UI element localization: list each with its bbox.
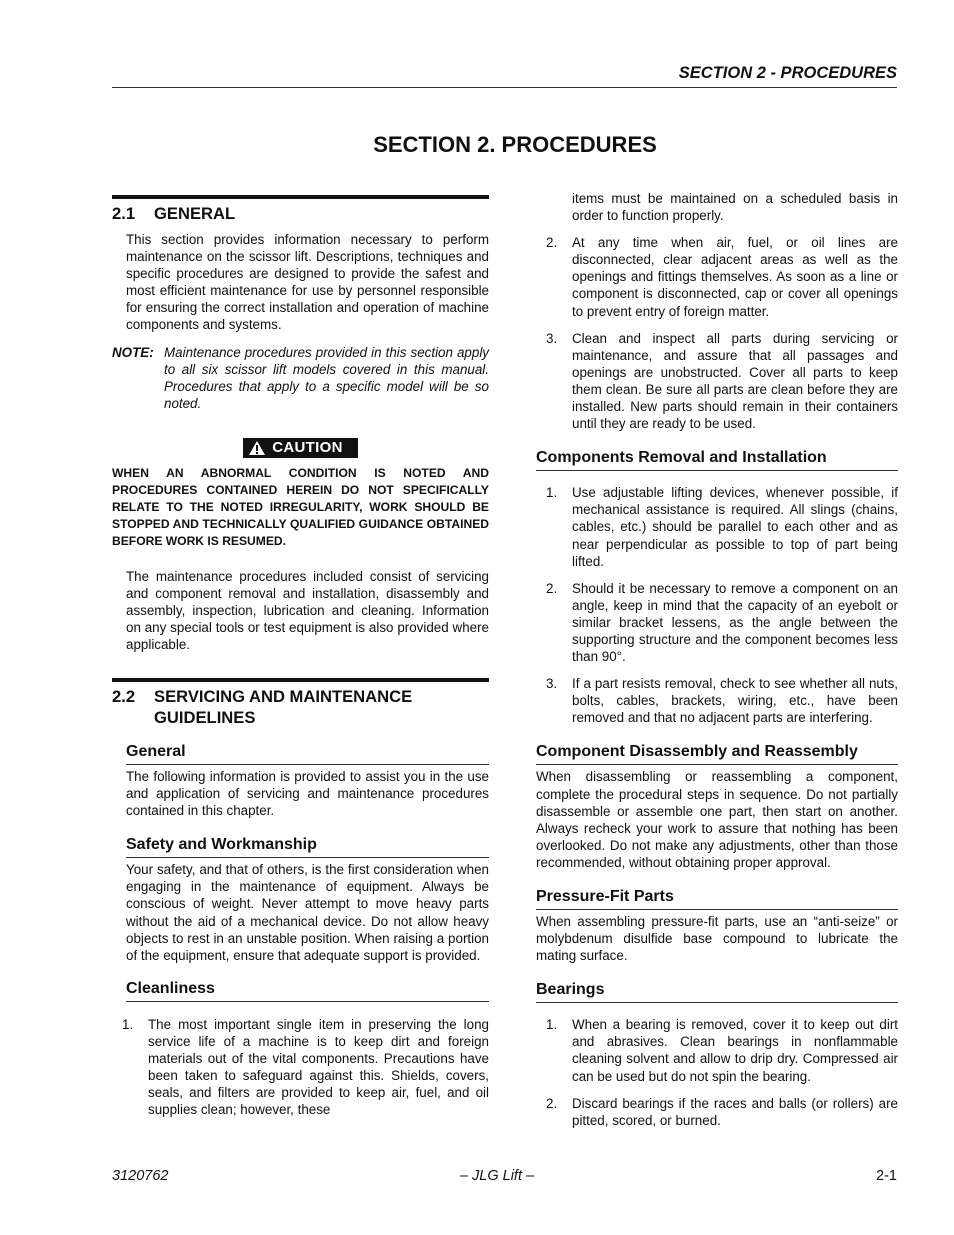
footer-publisher: – JLG Lift – — [459, 1168, 535, 1184]
disassembly-text: When disassembling or reassembling a component, complete the procedural steps in sequence. Do not partially disassemble or assemble one part, then start on another. Always recheck your work to assure that nothing has been overlooked. Do not make any adjustments, other than those recommended, without obtaining proper approval. — [536, 769, 898, 870]
list-item — [536, 1016, 898, 1084]
item-number: 2. — [546, 580, 558, 596]
section-number: 2.2 — [112, 687, 136, 706]
subsection-heading: Components Removal and Installation — [536, 448, 898, 471]
caution-badge — [243, 438, 357, 458]
header-rule — [112, 87, 897, 88]
pressure-text: When assembling pressure-fit parts, use an “anti-seize” or molybdenum disulfide base compound to lubricate the mating surface. — [536, 914, 898, 964]
warning-icon — [248, 440, 266, 456]
item-text: Should it be necessary to remove a component on an angle, keep in mind that the capacity of an eyebolt or similar bracket lessens, as the angle between the supporting structure and the component becomes less than 90°. — [572, 580, 898, 665]
list-item — [536, 580, 898, 665]
subsection-heading: Bearings — [536, 980, 898, 1003]
page-title: SECTION 2. PROCEDURES — [373, 132, 657, 157]
item-number: 1. — [546, 1017, 558, 1033]
item-text: Use adjustable lifting devices, whenever possible, if mechanical assistance is required. All slings (chains, cables, etc.) should be parallel to each other and as near perpendicular as possible to top of part being lifted. — [572, 485, 898, 569]
footer-doc-number: 3120762 — [112, 1168, 169, 1184]
list-item — [536, 675, 898, 726]
subsection-heading: Cleanliness — [126, 979, 489, 1002]
caution-text: WHEN AN ABNORMAL CONDITION IS NOTED AND PROCEDURES CONTAINED HEREIN DO NOT SPECIFICALLY RELATE TO THE NOTED IRREGULARITY, WORK SHOULD BE STOPPED AND TECHNICALLY QUALIFIED GUIDANCE OBTAINED BEFORE WORK IS RESUMED. — [112, 465, 489, 548]
caution-label: CAUTION — [272, 439, 343, 457]
running-header: SECTION 2 - PROCEDURES — [678, 64, 897, 82]
item-number: 2. — [546, 235, 558, 251]
list-item — [536, 484, 898, 569]
section-heading — [112, 687, 489, 728]
general-text: The following information is provided to assist you in the use and application of servicing and maintenance procedures contained in this chapter. — [126, 769, 489, 819]
note-text: Maintenance procedures provided in this section apply to all six scissor lift models covered in this manual. Procedures that apply to a specific model will be so noted. — [164, 345, 489, 412]
item-text: The most important single item in preserving the long service life of a machine is to keep dirt and foreign materials out of the vital components. Precautions have been taken to safeguard against this. Shields, covers, seals, and filters are provided to keep air, fuel, and oil supplies clean; however, these — [148, 1016, 489, 1118]
footer-page-number: 2-1 — [876, 1168, 897, 1184]
subsection-heading: Component Disassembly and Reassembly — [536, 742, 898, 765]
item-text: items must be maintained on a scheduled basis in order to function properly. — [572, 191, 898, 224]
section-2-2 — [112, 678, 489, 1118]
item-number: 1. — [122, 1016, 134, 1032]
procedures-body: The maintenance procedures included consist of servicing and component removal and installation, disassembly and assembly, inspection, lubrication and cleaning. Information on any special tools or test equipment is also provided where applicable. — [126, 569, 489, 653]
list-item-continued — [536, 190, 898, 224]
safety-subsection — [112, 835, 489, 964]
item-text: Discard bearings if the races and balls (or rollers) are pitted, scored, or burned. — [572, 1095, 898, 1128]
section-rule — [112, 678, 489, 682]
note-label: NOTE: — [112, 345, 154, 361]
list-item — [112, 1016, 489, 1119]
right-column — [536, 190, 898, 1129]
safety-text: Your safety, and that of others, is the first consideration when engaging in the maintenance of equipment. Always be conscious of weight. Never attempt to move heavy parts without the aid of a mechanical device. Do not allow heavy objects to rest in an unstable position. When raising a portion of the equipment, ensure that adequate support is provided. — [126, 862, 489, 963]
item-number: 3. — [546, 330, 558, 346]
subsection-heading: General — [126, 742, 489, 765]
section-title: GENERAL — [154, 204, 236, 223]
item-number: 2. — [546, 1095, 558, 1111]
list-item — [536, 330, 898, 433]
cleanliness-subsection — [112, 979, 489, 1002]
item-text: If a part resists removal, check to see whether all nuts, bolts, cables, brackets, wiring, etc., have been removed and that no adjacent parts are interfering. — [572, 676, 898, 726]
item-text: When a bearing is removed, cover it to keep out dirt and abrasives. Clean bearings in nonflammable cleaning solvent and allow to drip dry. Compressed air can be used but do not spin the bearing. — [572, 1017, 898, 1084]
item-number: 3. — [546, 676, 558, 692]
section-rule — [112, 195, 489, 199]
list-item — [536, 1095, 898, 1129]
section-heading — [112, 204, 489, 225]
subsection-heading: Safety and Workmanship — [126, 835, 489, 858]
item-number: 1. — [546, 485, 558, 501]
item-text: At any time when air, fuel, or oil lines are disconnected, clear adjacent areas as well as the openings and fittings themselves. As soon as a line or component is disconnected, cap or cover all openings to prevent entry of foreign matter. — [572, 235, 898, 319]
section-title: SERVICING AND MAINTENANCE GUIDELINES — [154, 687, 413, 727]
note — [112, 344, 489, 412]
section-number: 2.1 — [112, 204, 136, 223]
general-body: This section provides information necessary to perform maintenance on the scissor lift. Descriptions, techniques and specific procedures are designed to provide the safest and most efficient maintenance for use by personnel responsible for ensuring the correct installation and operation of machine components and systems. — [126, 231, 489, 332]
general-subsection — [112, 742, 489, 819]
list-item — [536, 234, 898, 319]
subsection-heading: Pressure-Fit Parts — [536, 887, 898, 910]
caution-box — [112, 438, 489, 460]
item-text: Clean and inspect all parts during servicing or maintenance, and assure that all passages and openings are unobstructed. Cover all parts to keep them clean. Be sure all parts are clean before they are installed. New parts should remain in their containers until they are ready to be used. — [572, 330, 898, 432]
section-2-1 — [112, 195, 489, 653]
